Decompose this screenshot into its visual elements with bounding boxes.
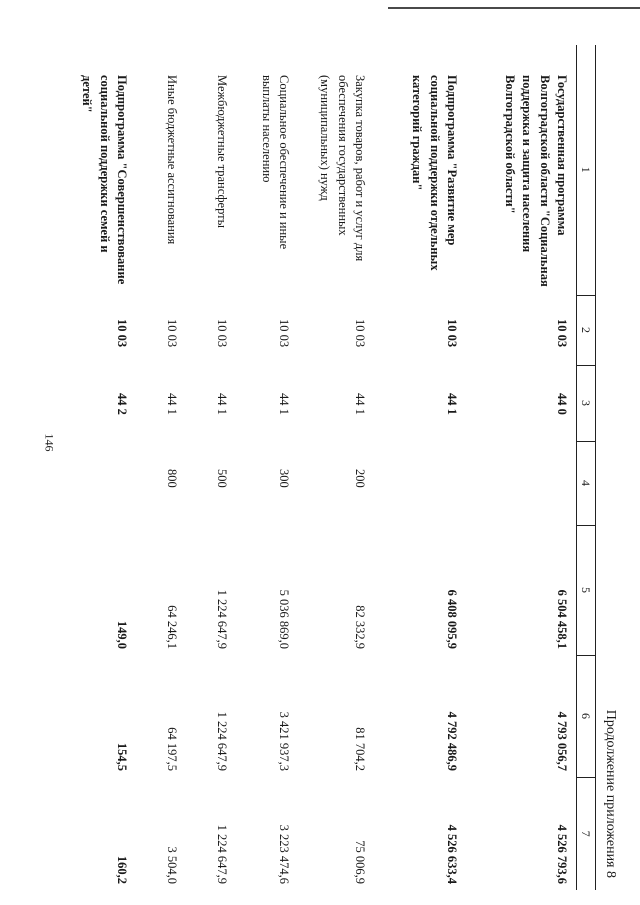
row-name: Подпрограмма "Развитие мер социальной поддержки отдельных категорий граждан" (410, 75, 459, 271)
amount-col5: 6 504 458,1 (555, 589, 569, 649)
table-row (236, 45, 298, 890)
column-header: 7 (577, 777, 596, 890)
rotated-table-area (70, 45, 620, 890)
amount-col5: 149,0 (115, 620, 129, 649)
expense-type: 300 (277, 469, 291, 488)
row-name: Государственная программа Волгоградской области "Социальная поддержка и защита населения Волгоградской области" (503, 75, 569, 287)
amount-col6: 1 224 647,9 (215, 711, 229, 771)
amount-col6: 64 197,5 (165, 727, 179, 771)
row-name: Закупка товаров, работ и услуг для обеспечения государственных (муниципальных) нужд (318, 75, 367, 262)
amount-col6: 4 793 056,7 (555, 711, 569, 771)
table-row (70, 45, 136, 890)
expense-type (374, 441, 466, 525)
column-number-row (577, 45, 596, 890)
amount-col7: 75 006,9 (353, 840, 367, 884)
expense-type (466, 441, 577, 525)
expense-type: 500 (215, 469, 229, 488)
expense-type: 800 (165, 469, 179, 488)
target-code: 44 1 (165, 393, 179, 415)
section-code: 10 03 (555, 319, 569, 348)
amount-col5: 5 036 869,0 (277, 589, 291, 649)
section-code: 10 03 (445, 319, 459, 348)
amount-col7: 4 526 633,4 (445, 824, 459, 884)
amount-col5: 64 246,1 (165, 605, 179, 649)
table-row (374, 45, 466, 890)
amount-col5: 1 224 647,9 (215, 589, 229, 649)
expense-type: 200 (353, 469, 367, 488)
section-code: 10 03 (165, 319, 179, 348)
amount-col5: 6 408 095,9 (445, 589, 459, 649)
target-code: 44 1 (445, 393, 459, 415)
appendix-caption: Продолжение приложения 8 (603, 709, 618, 878)
table-row (466, 45, 577, 890)
section-code: 10 03 (277, 319, 291, 348)
budget-table (70, 45, 596, 890)
amount-col6: 4 792 486,9 (445, 711, 459, 771)
table-row (136, 45, 186, 890)
amount-col7: 4 526 793,6 (555, 824, 569, 884)
amount-col7: 160,2 (115, 855, 129, 884)
amount-col6: 3 421 937,3 (277, 711, 291, 771)
amount-col7: 3 223 474,6 (277, 824, 291, 884)
row-name: Подпрограмма "Совершенствование социальной поддержки семей и детей" (80, 75, 129, 285)
target-code: 44 2 (115, 393, 129, 415)
amount-col7: 3 504,0 (165, 846, 179, 884)
target-code: 44 1 (277, 393, 291, 415)
target-code: 44 1 (215, 393, 229, 415)
page-number: 146 (42, 433, 57, 452)
scan-edge-line (388, 7, 640, 9)
expense-type (70, 441, 136, 525)
amount-col6: 154,5 (115, 742, 129, 771)
amount-col6: 81 704,2 (353, 727, 367, 771)
row-name: Межбюджетные трансферты (215, 75, 229, 229)
table-row (186, 45, 236, 890)
section-code: 10 03 (115, 319, 129, 348)
column-header: 3 (577, 365, 596, 441)
column-header: 4 (577, 441, 596, 525)
target-code: 44 0 (555, 393, 569, 415)
column-header: 1 (577, 45, 596, 295)
table-row (298, 45, 374, 890)
row-name: Иные бюджетные ассигнования (165, 75, 179, 245)
row-name: Социальное обеспечение и иные выплаты населению (259, 75, 291, 250)
column-header: 2 (577, 295, 596, 365)
section-code: 10 03 (353, 319, 367, 348)
column-header: 5 (577, 525, 596, 655)
amount-col5: 82 332,9 (353, 605, 367, 649)
column-header: 6 (577, 655, 596, 777)
target-code: 44 1 (353, 393, 367, 415)
section-code: 10 03 (215, 319, 229, 348)
amount-col7: 1 224 647,9 (215, 824, 229, 884)
